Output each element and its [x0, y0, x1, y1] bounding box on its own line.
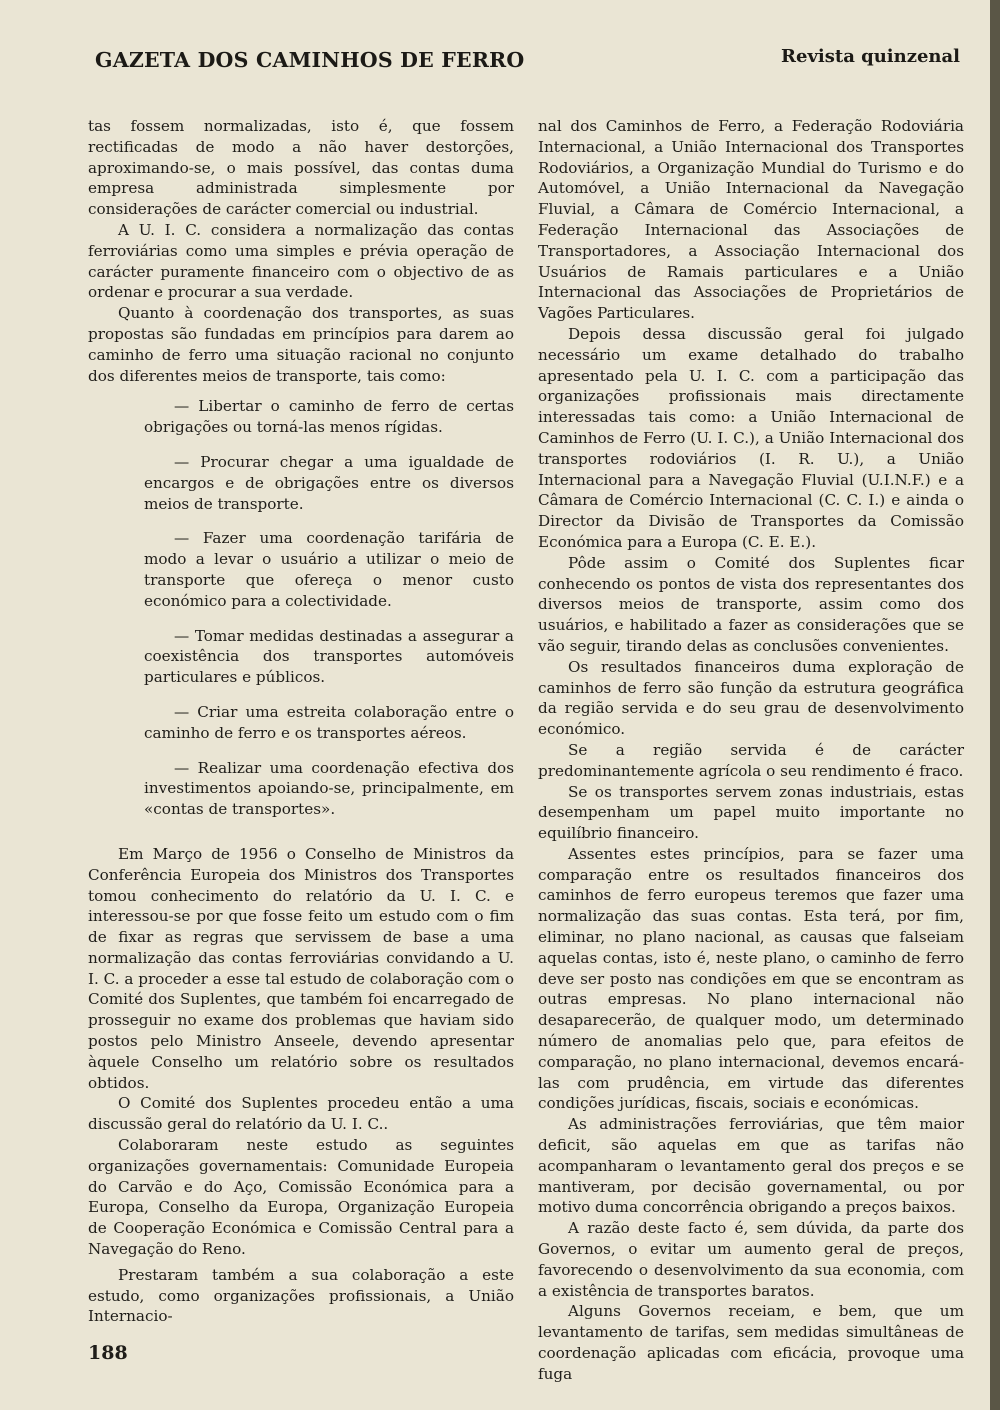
right-paragraph-2: Depois dessa discussão geral foi julgado necessário um exame detalhado do trabalho apresentado pela U. I. C. com a participação das organizações profissionais mais directamente interessadas tais como: a União Internacional de Caminhos de Ferro (U. I. C.), a União Internacional dos transportes rodoviários (I. R. U.), a União Internacional para a Navegação Fluvial (U.I.N.F.) e a Câmara de Comércio Internacional (C. C. I.) e ainda o Director da Divisão de Transportes da Comissão Económica para a Europa (C. E. E.). [538, 324, 964, 551]
left-column [88, 116, 514, 1327]
right-paragraph-4: Os resultados financeiros duma exploração de caminhos de ferro são função da estrutura geográfica da região servida e do seu grau de desenvolvimento económico. [538, 657, 964, 739]
bullet-item: — Fazer uma coordenação tarifária de modo a levar o usuário a utilizar o meio de transporte que ofereça o menor custo económico para a colectividade. [144, 529, 514, 610]
right-paragraph-9: A razão deste facto é, sem dúvida, da parte dos Governos, o evitar um aumento geral de preços, favorecendo o desenvolvimento da sua economia, com a existência de transportes baratos. [538, 1219, 964, 1300]
bullet-item: — Realizar uma coordenação efectiva dos investimentos apoiando-se, principalmente, em «contas de transportes». [144, 758, 514, 819]
left-paragraph-3: Quanto à coordenação dos transportes, as suas propostas são fundadas em princípios para darem ao caminho de ferro uma situação racional no conjunto dos diferentes meios de transporte, tais como: [88, 304, 514, 385]
left-paragraph-4: Em Março de 1956 o Conselho de Ministros da Conferência Europeia dos Ministros dos Transportes tomou conhecimento do relatório da U. I. C. e interessou-se por que fosse feito um estudo com o fim de fixar as regras que servissem de base a uma normalização das contas ferroviárias convidando a U. I. C. a proceder a esse tal estudo de colaboração com o Comité dos Suplentes, que também foi encarregado de prosseguir no exame dos problemas que haviam sido postos pelo Ministro Anseele, devendo apresentar àquele Conselho um relatório sobre os resultados obtidos. [88, 844, 514, 1092]
left-paragraph-7: Prestaram também a sua colaboração a este estudo, como organizações profissionais, a União Internacio- [88, 1265, 514, 1326]
bullet-item: — Tomar medidas destinadas a assegurar a coexistência dos transportes automóveis particulares e públicos. [144, 626, 514, 687]
left-paragraph-1: tas fossem normalizadas, isto é, que fossem rectificadas de modo a não haver destorções, aproximando-se, o mais possível, das contas duma empresa administrada simplesmente por considerações de carácter comercial ou industrial. [88, 117, 514, 219]
right-paragraph-10: Alguns Governos receiam, e bem, que um levantamento de tarifas, sem medidas simultâneas de coordenação aplicadas com eficácia, provoque uma fuga [538, 1302, 964, 1383]
journal-title: GAZETA DOS CAMINHOS DE FERRO [95, 48, 525, 72]
right-paragraph-3: Pôde assim o Comité dos Suplentes ficar conhecendo os pontos de vista dos representantes dos diversos meios de transporte, assim como dos usuários, e habilitado a fazer as considerações que se vão seguir, tirando delas as conclusões convenientes. [538, 553, 964, 655]
bullet-item: — Procurar chegar a uma igualdade de encargos e de obrigações entre os diversos meios de transporte. [144, 452, 514, 513]
left-paragraph-5: O Comité dos Suplentes procedeu então a uma discussão geral do relatório da U. I. C.. [88, 1094, 514, 1134]
left-paragraph-2: A U. I. C. considera a normalização das contas ferroviárias como uma simples e prévia operação de carácter puramente financeiro com o objectivo de as ordenar e procurar a sua verdade. [88, 220, 514, 302]
bullet-item: — Criar uma estreita colaboração entre o caminho de ferro e os transportes aéreos. [144, 702, 514, 742]
right-paragraph-6: Se os transportes servem zonas industriais, estas desempenham um papel muito importante no equilíbrio financeiro. [538, 782, 964, 843]
right-paragraph-8: As administrações ferroviárias, que têm maior deficit, são aquelas em que as tarifas não acompanharam o levantamento geral dos preços e se mantiveram, por decisão governamental, ou por motivo duma concorrência obrigando a preços baixos. [538, 1115, 964, 1217]
bullet-item: — Libertar o caminho de ferro de certas obrigações ou torná-las menos rígidas. [144, 397, 514, 437]
left-paragraph-6: Colaboraram neste estudo as seguintes organizações governamentais: Comunidade Europeia do Carvão e do Aço, Comissão Económica para a Europa, Conselho da Europa, Organização Europeia de Cooperação Económica e Comissão Central para a Navegação do Reno. [88, 1136, 514, 1259]
right-column [538, 116, 964, 1385]
right-paragraph-1: nal dos Caminhos de Ferro, a Federação Rodoviária Internacional, a União Internacional dos Transportes Rodoviários, a Organização Mundial do Turismo e do Automóvel, a União Internacional da Navegação Fluvial, a Câmara de Comércio Internacional, a Federação Internacional das Associações de Transportadores, a Associação Internacional dos Usuários de Ramais particulares e a União Internacional das Associações de Proprietários de Vagões Particulares. [538, 117, 964, 323]
binding-edge [990, 0, 1000, 1410]
right-paragraph-5: Se a região servida é de carácter predominantemente agrícola o seu rendimento é fraco. [538, 740, 964, 780]
journal-subtitle: Revista quinzenal [781, 46, 960, 67]
right-paragraph-7: Assentes estes princípios, para se fazer uma comparação entre os resultados financeiros dos caminhos de ferro europeus teremos que fazer uma normalização das suas contas. Esta terá, por fim, eliminar, no plano nacional, as causas que falseiam aquelas contas, isto é, neste plano, o caminho de ferro deve ser posto nas condições em que se encontram as outras empresas. No plano internacional não desaparecerão, de qualquer modo, um determinado número de anomalias pelo que, para efeitos de comparação, no plano internacional, devemos encará-las com prudência, em virtude das diferentes condições jurídicas, fiscais, sociais e económicas. [538, 844, 964, 1113]
page-number: 188 [88, 1342, 128, 1364]
